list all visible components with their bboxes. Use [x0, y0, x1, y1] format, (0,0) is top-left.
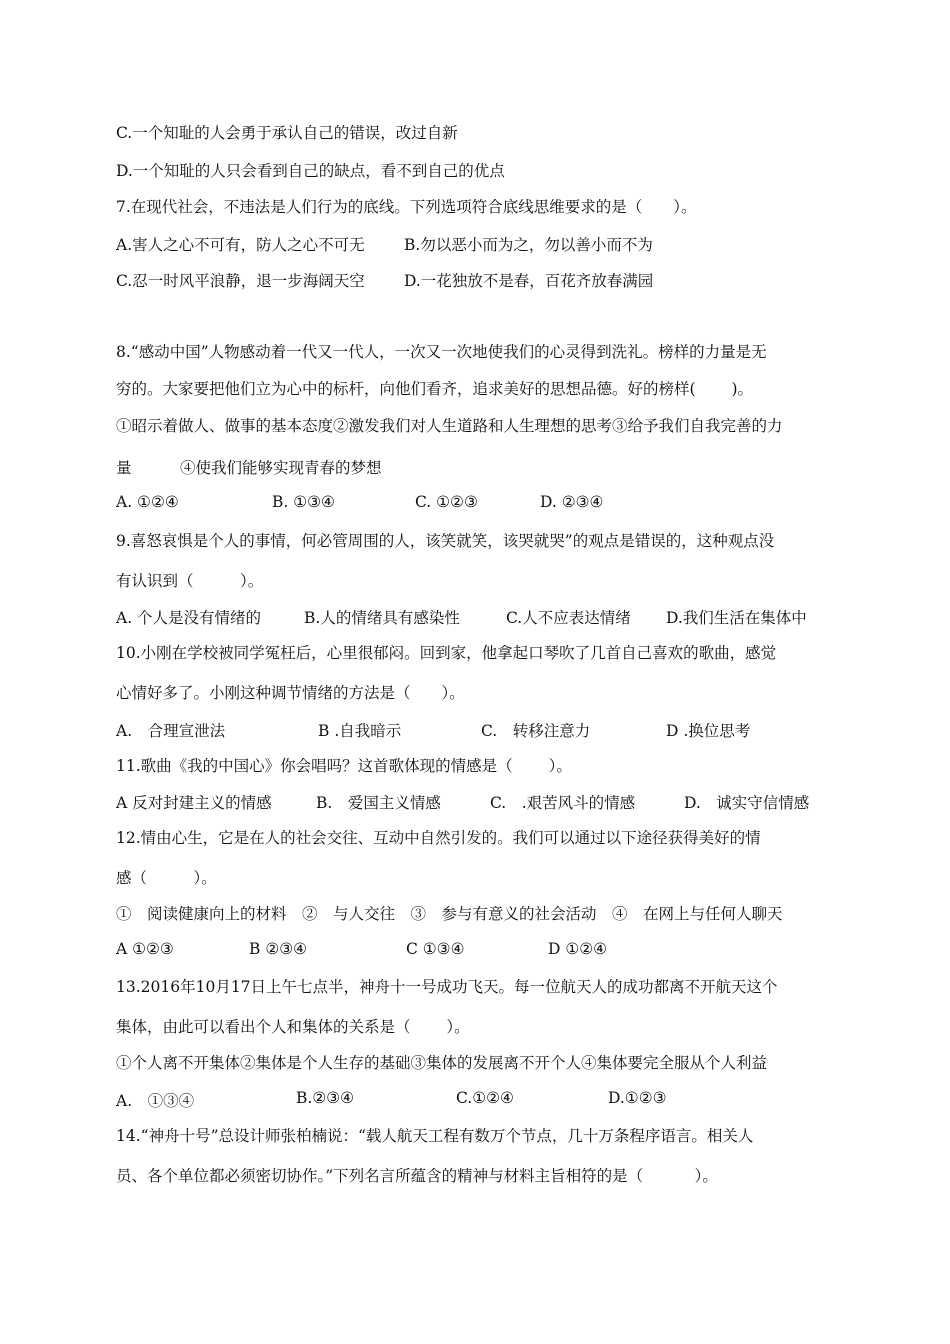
q8-option-c: C. ①②③: [415, 493, 478, 511]
q12-stem-line2: 感（ ）。: [116, 869, 217, 887]
q12-statements: ① 阅读健康向上的材料 ② 与人交往 ③ 参与有意义的社会活动 ④ 在网上与任何人聊天: [116, 905, 783, 923]
q8-option-d: D. ②③④: [540, 493, 604, 511]
q13-option-c: C.①②④: [456, 1089, 514, 1107]
q8-stem-line2: 穷的。大家要把他们立为心中的标杆，向他们看齐，追求美好的思想品德。好的榜样( )。: [116, 380, 754, 398]
q13-option-d: D.①②③: [608, 1089, 667, 1107]
q11-option-b: B. 爱国主义情感: [316, 794, 441, 812]
q10-option-a: A. 合理宣泄法: [116, 722, 226, 740]
q13-stem-line2: 集体，由此可以看出个人和集体的关系是（ ）。: [116, 1018, 470, 1036]
q10-option-c: C. 转移注意力: [481, 722, 591, 740]
q14-stem-line1: 14.“神舟十号”总设计师张柏楠说：“载人航天工程有数万个节点，几十万条程序语言。相关人: [116, 1127, 754, 1145]
q10-option-d: D .换位思考: [666, 722, 751, 740]
q13-statements: ①个人离不开集体②集体是个人生存的基础③集体的发展离不开个人④集体要完全服从个人利益: [116, 1054, 768, 1072]
q8-option-a: A. ①②④: [116, 493, 179, 511]
q9-option-c: C.人不应表达情绪: [506, 609, 631, 627]
q12-stem-line1: 12.情由心生，它是在人的社会交往、互动中自然引发的。我们可以通过以下途径获得美好的情: [116, 829, 761, 847]
q10-stem-line2: 心情好多了。小刚这种调节情绪的方法是（ ）。: [116, 684, 465, 702]
q9-stem-line1: 9.喜怒哀惧是个人的事情，何必管周围的人，该笑就笑，该哭就哭”的观点是错误的，这种观点没: [116, 532, 775, 550]
q6-option-c: C.一个知耻的人会勇于承认自己的错误，改过自新: [116, 124, 458, 142]
q12-option-d: D ①②④: [548, 940, 608, 958]
q10-option-b: B .自我暗示: [318, 722, 402, 740]
q13-option-a: A. ①③④: [116, 1092, 195, 1110]
q8-option-b: B. ①③④: [272, 493, 335, 511]
q14-stem-line2: 员、各个单位都必须密切协作。”下列名言所蕴含的精神与材料主旨相符的是（ ）。: [116, 1167, 718, 1185]
q6-option-d: D.一个知耻的人只会看到自己的缺点，看不到自己的优点: [116, 162, 505, 180]
q8-statements-line2-start: 量: [116, 459, 132, 477]
q13-option-b: B.②③④: [296, 1089, 355, 1107]
q10-stem-line1: 10.小刚在学校被同学冤枉后，心里很郁闷。回到家，他拿起口琴吹了几首自己喜欢的歌曲，感觉: [116, 644, 777, 662]
q8-stem-line1: 8.“感动中国”人物感动着一代又一代人，一次又一次地使我们的心灵得到洗礼。榜样的力量是无: [116, 343, 767, 361]
q11-option-d: D. 诚实守信情感: [684, 794, 810, 812]
q11-option-c: C. .艰苦风斗的情感: [490, 794, 636, 812]
q11-option-a: A 反对封建主义的情感: [116, 794, 272, 812]
q7-option-d: D.一花独放不是春，百花齐放春满园: [404, 272, 654, 290]
q12-option-b: B ②③④: [249, 940, 308, 958]
q9-option-a: A. 个人是没有情绪的: [116, 609, 262, 627]
q9-option-b: B.人的情绪具有感染性: [304, 609, 460, 627]
q7-option-c: C.忍一时风平浪静，退一步海阔天空: [116, 272, 365, 290]
q7-stem: 7.在现代社会，不违法是人们行为的底线。下列选项符合底线思维要求的是（ ）。: [116, 198, 697, 216]
q12-option-c: C ①③④: [406, 940, 465, 958]
q9-stem-line2: 有认识到（ ）。: [116, 572, 264, 590]
q8-statements-line1: ①昭示着做人、做事的基本态度②激发我们对人生道路和人生理想的思考③给予我们自我完善的力: [116, 417, 783, 435]
q9-option-d: D.我们生活在集体中: [666, 609, 807, 627]
q8-statement-4: ④使我们能够实现青春的梦想: [180, 459, 382, 477]
q12-option-a: A ①②③: [116, 940, 174, 958]
q7-option-b: B.勿以恶小而为之，勿以善小而不为: [404, 236, 653, 254]
q11-stem: 11.歌曲《我的中国心》你会唱吗？这首歌体现的情感是（ ）。: [116, 757, 572, 775]
q13-stem-line1: 13.2016年10月17日上午七点半，神舟十一号成功飞天。每一位航天人的成功都离不开航天这个: [116, 978, 778, 996]
q7-option-a: A.害人之心不可有，防人之心不可无: [116, 236, 365, 254]
